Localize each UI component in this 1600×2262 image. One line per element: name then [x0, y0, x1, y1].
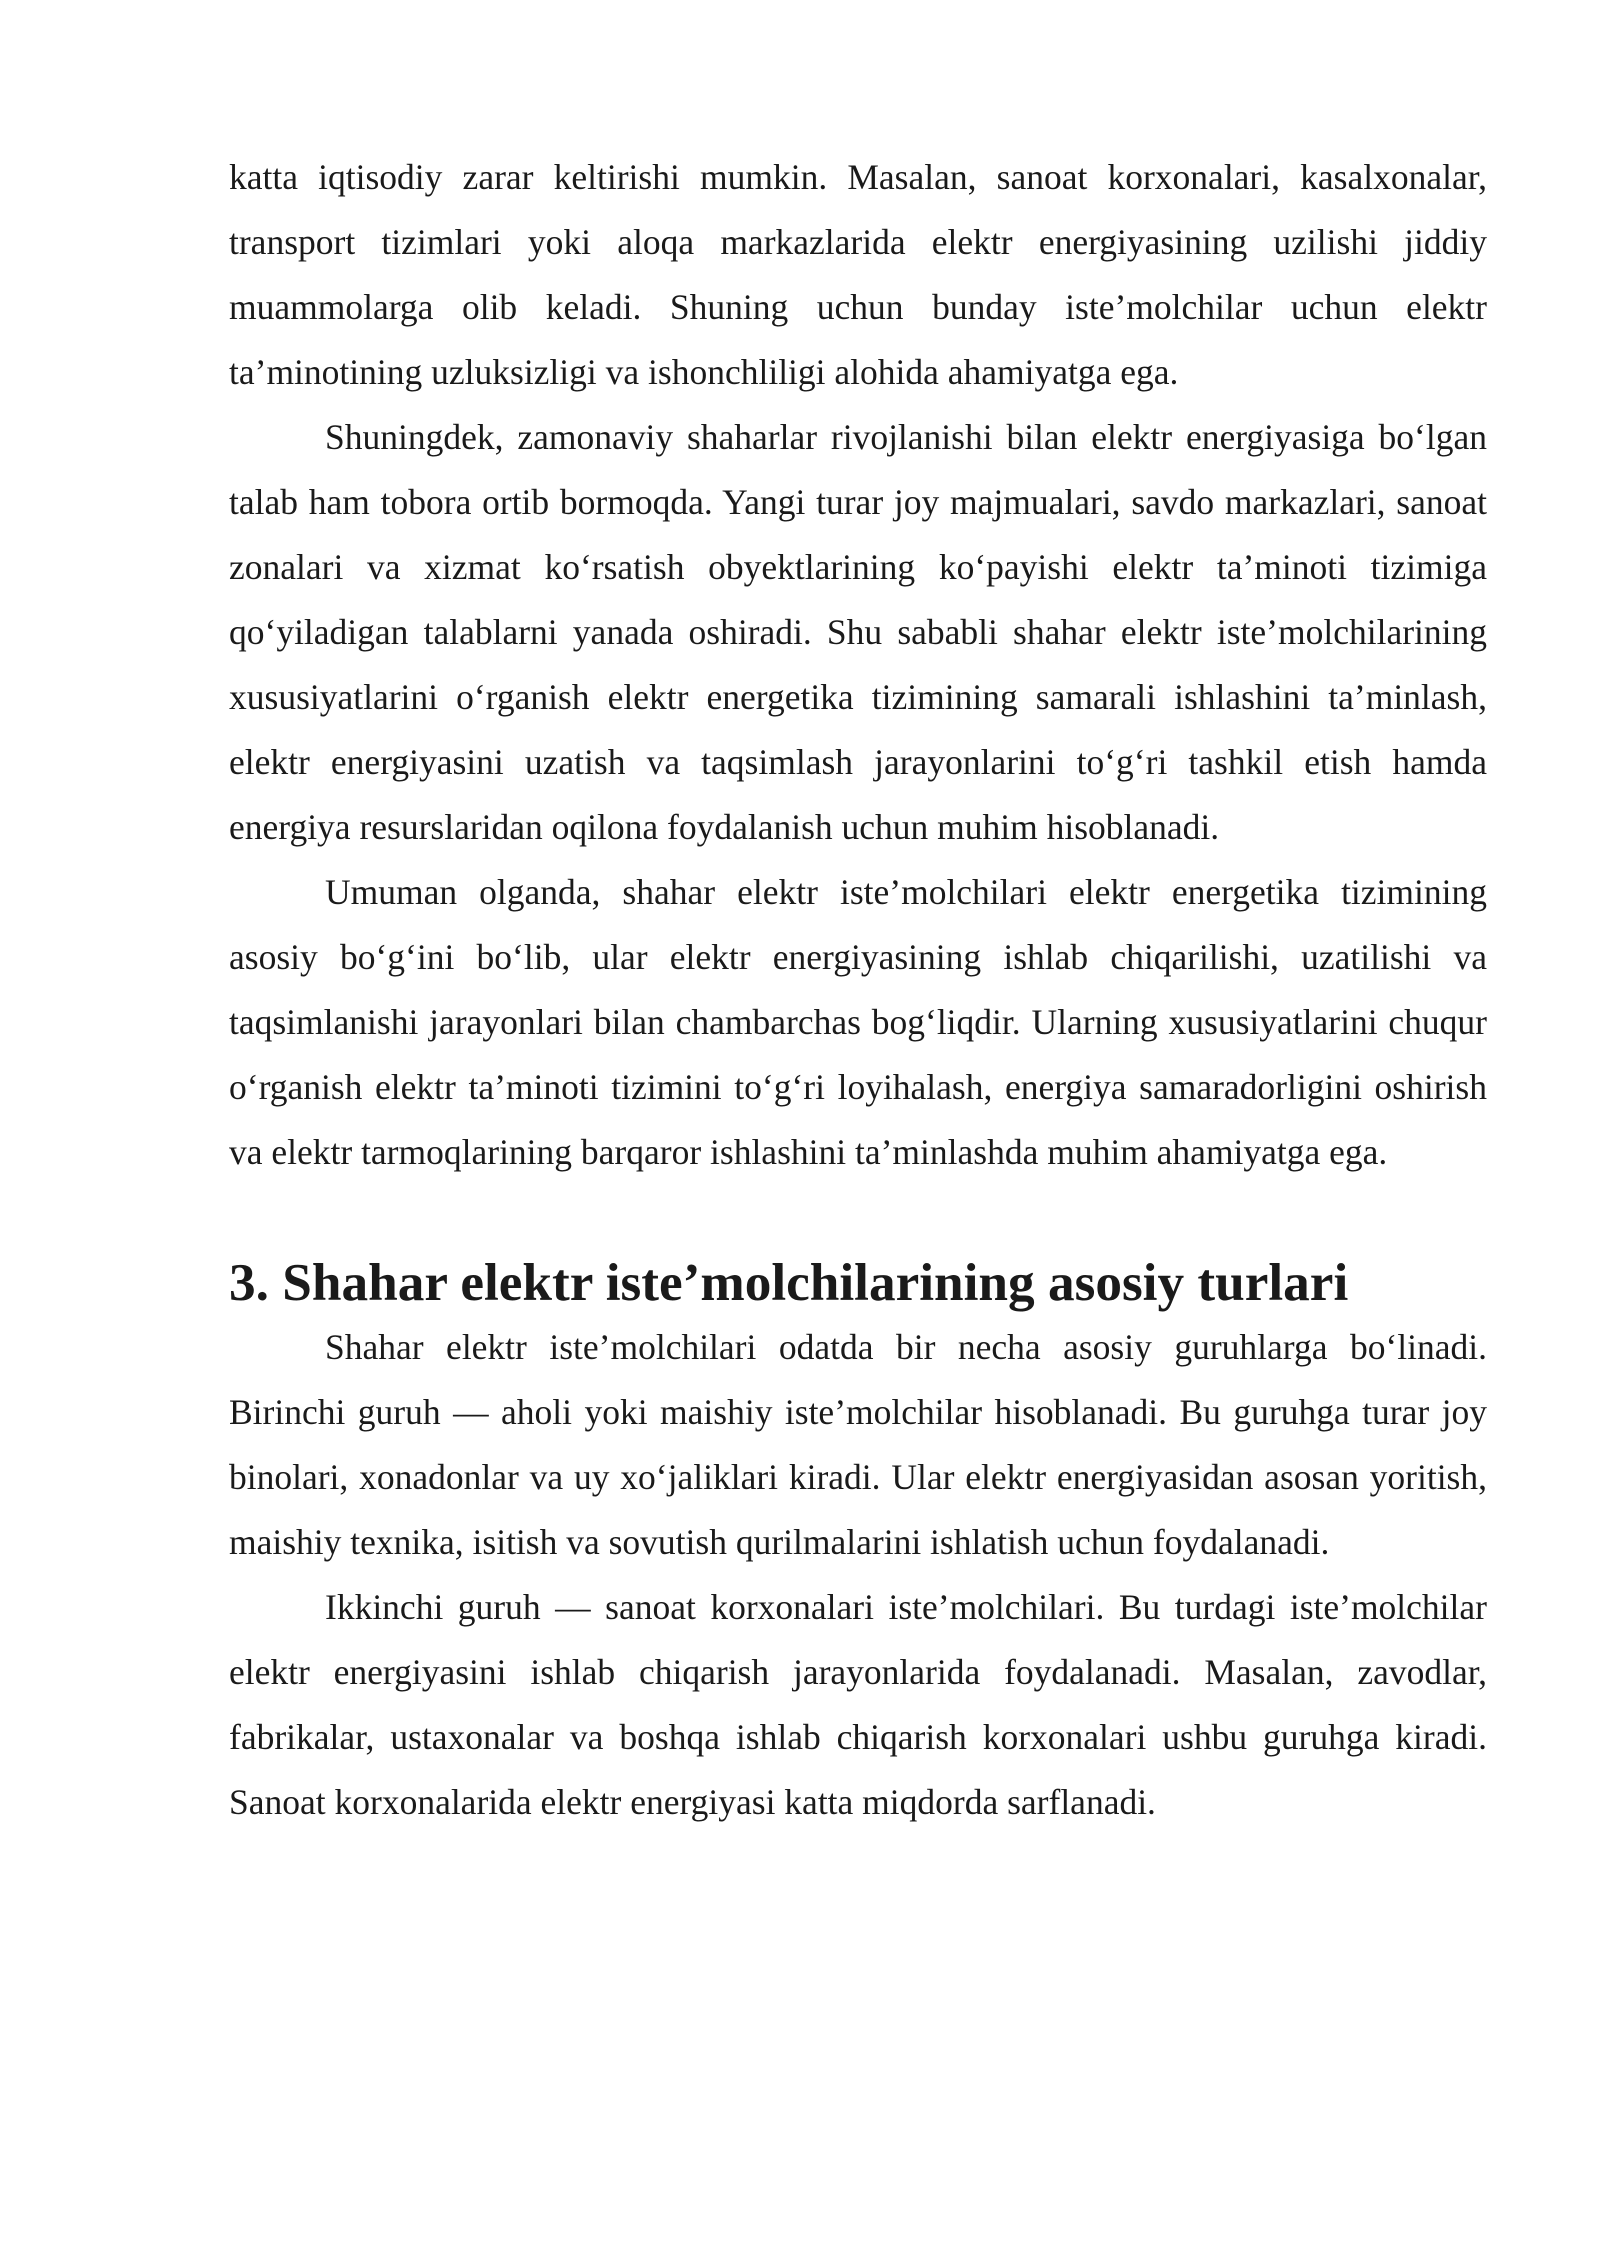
paragraph-summary: Umuman olganda, shahar elektr iste’molchilari elektr energetika tizimining asosiy bo‘g‘ini bo‘lib, ular elektr energiyasining ishlab chiqarilishi, uzatilishi va taqsimlanishi jarayonlari bilan chambarchas bog‘liqdir. Ularning xususiyatlarini chuqur o‘rganish elektr ta’minoti tizimini to‘g‘ri loyihalash, energiya samaradorligini oshirish va elektr tarmoqlarining barqaror ishlashini ta’minlashda muhim ahamiyatga ega. [229, 872, 1487, 1172]
document-page [229, 145, 1487, 1835]
paragraph-consumer-groups: Shahar elektr iste’molchilari odatda bir necha asosiy guruhlarga bo‘linadi. Birinchi guruh — aholi yoki maishiy iste’molchilar hisoblanadi. Bu guruhga turar joy binolari, xonadonlar va uy xo‘jaliklari kiradi. Ular elektr energiyasidan asosan yoritish, maishiy texnika, isitish va sovutish qurilmalarini ishlatish uchun foydalanadi. [229, 1327, 1487, 1562]
section-heading: 3. Shahar elektr iste’molchilarining asosiy turlari [229, 1253, 1349, 1312]
paragraph-continuation: katta iqtisodiy zarar keltirishi mumkin. Masalan, sanoat korxonalari, kasalxonalar, transport tizimlari yoki aloqa markazlarida elektr energiyasining uzilishi jiddiy muammolarga olib keladi. Shuning uchun bunday iste’molchilar uchun elektr ta’minotining uzluksizligi va ishonchliligi alohida ahamiyatga ega. [229, 157, 1487, 392]
paragraph-industrial-consumers: Ikkinchi guruh — sanoat korxonalari iste’molchilari. Bu turdagi iste’molchilar elektr energiyasini ishlab chiqarish jarayonlarida foydalanadi. Masalan, zavodlar, fabrikalar, ustaxonalar va boshqa ishlab chiqarish korxonalari ushbu guruhga kiradi. Sanoat korxonalarida elektr energiyasi katta miqdorda sarflanadi. [229, 1587, 1487, 1822]
paragraph-urban-demand: Shuningdek, zamonaviy shaharlar rivojlanishi bilan elektr energiyasiga bo‘lgan talab ham tobora ortib bormoqda. Yangi turar joy majmualari, savdo markazlari, sanoat zonalari va xizmat ko‘rsatish obyektlarining ko‘payishi elektr ta’minoti tizimiga qo‘yiladigan talablarni yanada oshiradi. Shu sababli shahar elektr iste’molchilarining xususiyatlarini o‘rganish elektr energetika tizimining samarali ishlashini ta’minlash, elektr energiyasini uzatish va taqsimlash jarayonlarini to‘g‘ri tashkil etish hamda energiya resurslaridan oqilona foydalanish uchun muhim hisoblanadi. [229, 417, 1487, 847]
